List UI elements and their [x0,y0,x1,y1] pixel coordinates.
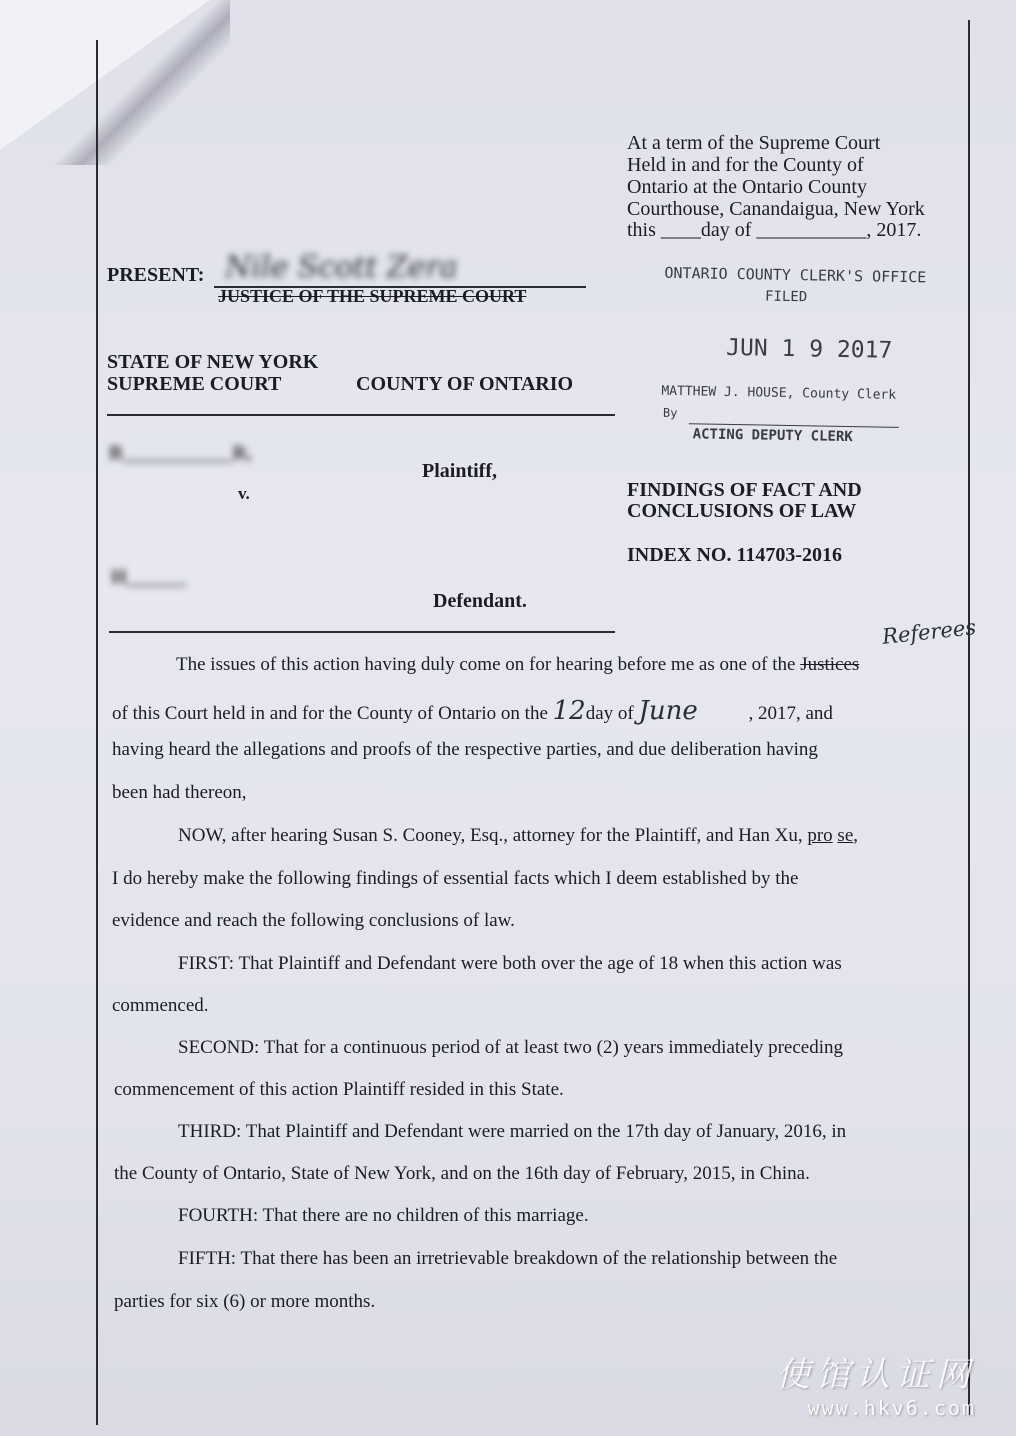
doc-title-2: CONCLUSIONS OF LAW [627,500,857,522]
finding-fifth-b: parties for six (6) or more months. [114,1291,376,1312]
justice-title: JUSTICE OF THE SUPREME COURT [218,286,527,306]
stamp-clerk: MATTHEW J. HOUSE, County Clerk [661,383,897,403]
county-heading: COUNTY OF ONTARIO [356,373,574,395]
paragraph-2 [112,696,833,726]
paragraph-3: having heard the allegations and proofs of the respective parties, and due deliberation having [112,739,818,760]
index-number: INDEX NO. 114703-2016 [627,544,843,566]
plaintiff-label: Plaintiff, [422,460,497,482]
finding-third-b: the County of Ontario, State of New York, and on the 16th day of February, 2015, in China. [114,1163,810,1184]
handwritten-day: 12 [552,696,586,726]
p1-struck-word: Justices [800,654,860,675]
paragraph-6: I do hereby make the following findings of essential facts which I deem established by the [112,868,799,889]
doc-title-1: FINDINGS OF FACT AND [627,479,862,501]
present-label: PRESENT: [107,264,205,286]
versus: v. [238,484,250,503]
caption-line-1: At a term of the Supreme Court [627,132,881,154]
p5-text: NOW, after hearing Susan S. Cooney, Esq., attorney for the Plaintiff, and Han Xu, [178,825,808,846]
stamp-date: JUN 1 9 2017 [725,334,893,364]
watermark-cn: 使馆认证网 [776,1355,976,1395]
caption-line-5: this ____day of ___________, 2017. [627,219,922,241]
stamp-deputy: ACTING DEPUTY CLERK [692,426,853,446]
caption-line-3: Ontario at the Ontario County [627,176,867,198]
defendant-label: Defendant. [433,590,527,612]
finding-fifth-a: FIFTH: That there has been an irretrievable breakdown of the relationship between the [178,1248,838,1269]
finding-first-b: commenced. [112,995,209,1016]
right-margin-rule [968,20,970,1415]
paragraph-5 [178,825,858,847]
left-margin-rule [96,40,98,1425]
court-divider [107,414,615,416]
caption-line-4: Courthouse, Canandaigua, New York [627,198,925,220]
finding-second-a: SECOND: That for a continuous period of at least two (2) years immediately preceding [178,1037,843,1058]
finding-second-b: commencement of this action Plaintiff resided in this State. [114,1079,564,1100]
parties-divider [109,631,615,633]
p2-text-c: , 2017, and [748,703,833,724]
paragraph-4: been had thereon, [112,782,247,803]
justice-signature: Nile Scott Zera [225,250,458,285]
stamp-office: ONTARIO COUNTY CLERK'S OFFICE [664,263,927,287]
finding-fourth: FOURTH: That there are no children of this marriage. [178,1205,589,1226]
fold-shadow [0,0,230,165]
finding-first-a: FIRST: That Plaintiff and Defendant were both over the age of 18 when this action was [178,953,842,974]
defendant-name: H______ [111,566,187,588]
p5-end: , [853,825,858,846]
plaintiff-name: B___________R, [109,442,252,464]
state-heading: STATE OF NEW YORK [107,351,319,373]
handwritten-month: June [638,696,698,726]
handwritten-referees: Referees [881,615,978,649]
finding-third-a: THIRD: That Plaintiff and Defendant were married on the 17th day of January, 2016, in [178,1121,847,1142]
paragraph-1 [176,654,859,676]
stamp-by: By [662,405,678,421]
p1-text: The issues of this action having duly come on for hearing before me as one of the [176,654,801,675]
p5-pro: pro [807,825,833,846]
p2-text-a: of this Court held in and for the County of Ontario on the [112,703,553,724]
site-watermark [776,1347,976,1420]
watermark-url: www.hkv6.com [807,1396,976,1420]
p2-text-b: day of [585,703,639,724]
filing-stamp [658,260,927,455]
court-heading: SUPREME COURT [107,373,282,395]
p5-se: se [837,825,854,846]
paragraph-7: evidence and reach the following conclusions of law. [112,910,515,931]
stamp-filed: FILED [764,288,808,306]
caption-line-2: Held in and for the County of [627,154,864,176]
